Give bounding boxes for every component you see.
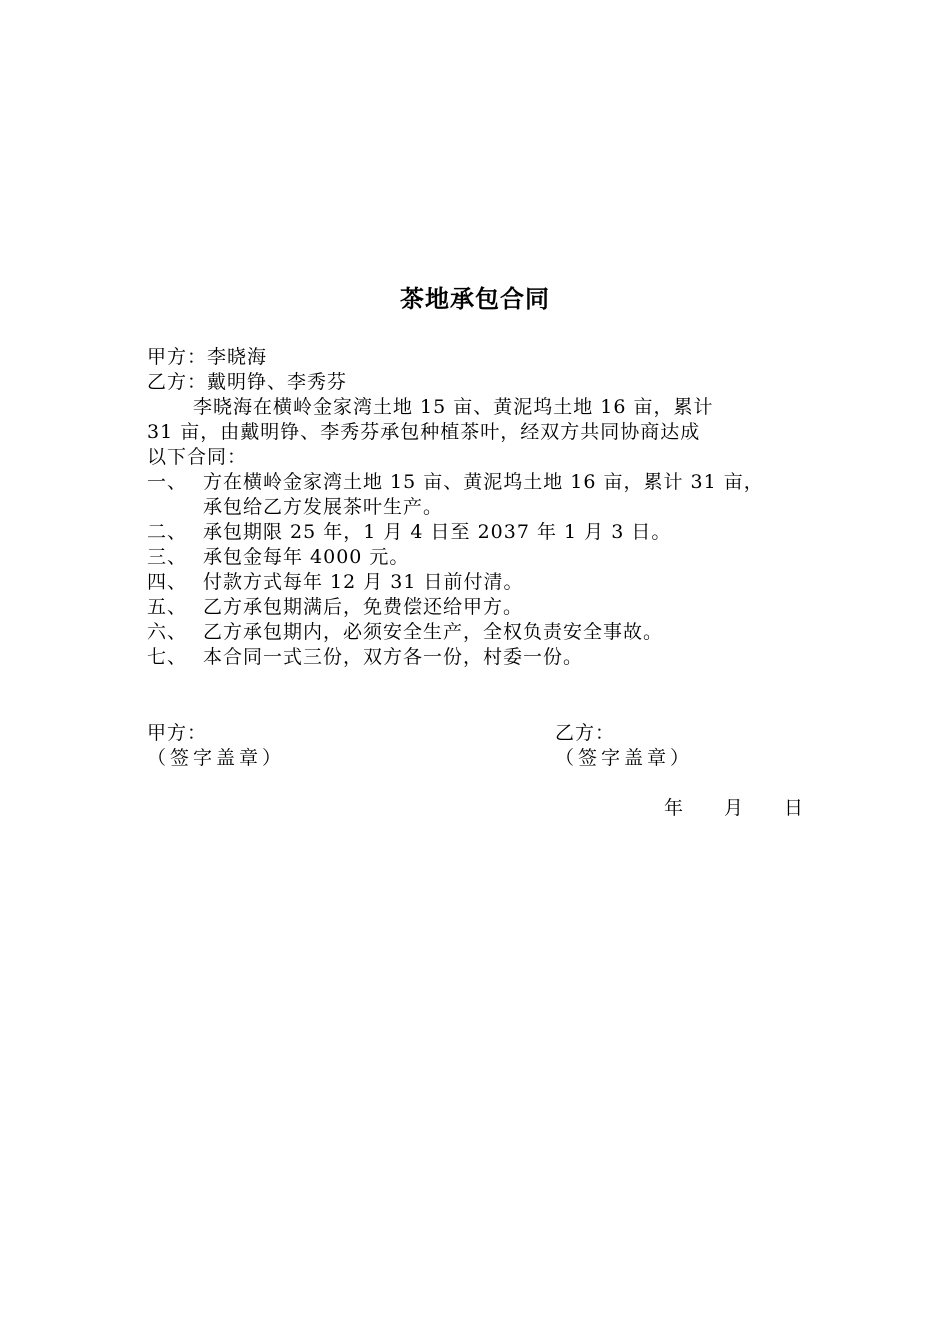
contract-body bbox=[147, 345, 827, 670]
clause-item bbox=[147, 595, 827, 620]
clause-text: 承包期限 25 年，1 月 4 日至 2037 年 1 月 3 日。 bbox=[203, 521, 672, 543]
clause-item bbox=[147, 520, 827, 545]
clause-number: 五、 bbox=[147, 596, 188, 618]
date-month: 月 bbox=[724, 797, 744, 819]
clause-text: 付款方式每年 12 月 31 日前付清。 bbox=[203, 571, 524, 593]
party-a-signature-label: 甲方： bbox=[147, 722, 208, 744]
party-b-signature-block bbox=[555, 721, 693, 771]
intro-line-1: 李晓海在横岭金家湾土地 15 亩、黄泥坞土地 16 亩，累计 bbox=[193, 396, 714, 418]
party-a-line: 甲方：李晓海 bbox=[147, 346, 268, 368]
clause-text: 乙方承包期内，必须安全生产，全权负责安全事故。 bbox=[203, 621, 664, 643]
clause-number: 一、 bbox=[147, 471, 188, 493]
date-line bbox=[664, 796, 803, 821]
party-b-signature-label: 乙方： bbox=[555, 722, 616, 744]
date-year: 年 bbox=[664, 797, 684, 819]
clause-continuation: 承包给乙方发展茶叶生产。 bbox=[203, 496, 444, 518]
clause-number: 二、 bbox=[147, 521, 188, 543]
party-a-signature-block bbox=[147, 721, 285, 771]
clause-number: 四、 bbox=[147, 571, 188, 593]
clause-number: 三、 bbox=[147, 546, 188, 568]
party-a-seal-note: （签字盖章） bbox=[147, 747, 286, 769]
contract-title: 茶地承包合同 bbox=[400, 285, 550, 313]
clause-number: 七、 bbox=[147, 646, 188, 668]
clause-item bbox=[147, 570, 827, 595]
party-b-seal-note: （签字盖章） bbox=[555, 747, 694, 769]
intro-line-3: 以下合同： bbox=[147, 446, 248, 468]
clause-text: 乙方承包期满后，免费偿还给甲方。 bbox=[203, 596, 524, 618]
party-b-line: 乙方：戴明铮、李秀芬 bbox=[147, 371, 348, 393]
intro-line-2: 31 亩，由戴明铮、李秀芬承包种植茶叶，经双方共同协商达成 bbox=[147, 421, 701, 443]
clause-text: 本合同一式三份，双方各一份，村委一份。 bbox=[203, 646, 584, 668]
clause-text: 承包金每年 4000 元。 bbox=[203, 546, 410, 568]
clause-item bbox=[147, 470, 827, 495]
clause-item bbox=[147, 545, 827, 570]
clause-item bbox=[147, 620, 827, 645]
clause-text: 方在横岭金家湾土地 15 亩、黄泥坞土地 16 亩，累计 31 亩， bbox=[203, 471, 764, 493]
date-day: 日 bbox=[784, 797, 804, 819]
clause-number: 六、 bbox=[147, 621, 188, 643]
clause-item bbox=[147, 645, 827, 670]
